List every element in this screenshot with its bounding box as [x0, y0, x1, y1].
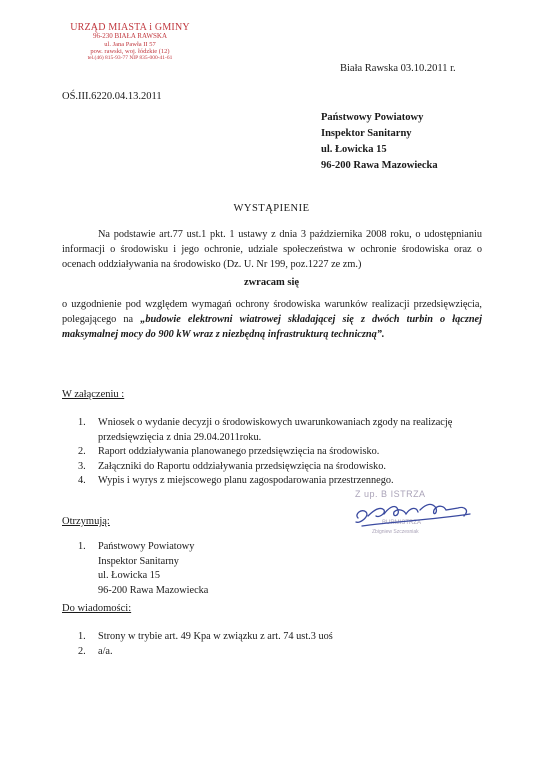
- legal-basis-paragraph: Na podstawie art.77 ust.1 pkt. 1 ustawy z dnia 3 października 2008 roku, o udostępnianiu informacji o środowisku i jego ochronie, udziale społeczeństwa w ochronie środowiska oraz o ocenach oddziaływania na środowisko (Dz. U. Nr 199, poz.1227 ze zm.): [62, 229, 482, 270]
- recipients-list: [78, 540, 483, 598]
- recipient-line: Państwowy Powiatowy: [321, 112, 424, 123]
- stamp-line: 96-230 BIAŁA RAWSKA: [92, 32, 168, 40]
- reference-number: OŚ.III.6220.04.13.2011: [62, 91, 162, 102]
- list-item: 1. Wniosek o wydanie decyzji o środowiskowych uwarunkowaniach zgody na realizację przedsięwzięcia z dnia 29.04.2011roku.: [78, 417, 453, 443]
- recipient-line: ul. Łowicka 15: [321, 144, 387, 155]
- signature-stamp-name: Zbigniew Szczesniak: [372, 529, 419, 535]
- attachments-heading: W załączeniu :: [62, 389, 125, 400]
- cc-heading: Do wiadomości:: [62, 603, 132, 614]
- signature-stamp-text: Z up. B ISTRZA: [355, 489, 426, 499]
- recipient-address: [321, 110, 438, 174]
- signature-stamp-title: BURMISTRZA: [382, 520, 421, 526]
- office-stamp: [60, 22, 200, 61]
- stamp-line: URZĄD MIASTA i GMINY: [70, 22, 190, 33]
- handwritten-signature: [340, 488, 490, 538]
- recipient-line: Inspektor Sanitarny: [321, 128, 412, 139]
- attachments-list: [78, 416, 483, 489]
- request-phrase: zwracam się: [243, 277, 300, 288]
- list-item: 2. Raport oddziaływania planowanego przedsięwzięcia na środowisko.: [78, 446, 380, 457]
- stamp-line: pow. rawski, woj. łódzkie (12): [90, 47, 170, 55]
- list-item: 1. Strony w trybie art. 49 Kpa w związku z art. 74 ust.3 uoś: [78, 631, 333, 642]
- stamp-line: ul. Jana Pawła II 57: [104, 40, 156, 48]
- stamp-line: tel.(46) 815-93-77 NIP 835-000-41-61: [87, 54, 173, 61]
- cc-list: [78, 630, 483, 659]
- list-item: 4. Wypis i wyrys z miejscowego planu zagospodarowania przestrzennego.: [78, 475, 394, 486]
- list-item: 3. Załączniki do Raportu oddziaływania przedsięwzięcia na środowisko.: [78, 460, 386, 472]
- document-title: WYSTĄPIENIE: [233, 203, 310, 214]
- list-item: 2. a/a.: [78, 645, 113, 657]
- list-item: 1. Państwowy Powiatowy Inspektor Sanitarny ul. Łowicka 15 96-200 Rawa Mazowiecka: [78, 541, 209, 596]
- request-paragraph: [62, 297, 482, 342]
- project-description: „budowie elektrowni wiatrowej składającej się z dwóch turbin o łącznej maksymalnej mocy do 900 kW wraz z niezbędną infrastrukturą techniczną”.: [62, 314, 482, 340]
- request-text: o uzgodnienie pod względem wymagań ochrony środowiska warunków realizacji przedsięwzięcia, polegającego na: [62, 299, 482, 325]
- recipients-heading: Otrzymują:: [62, 516, 110, 527]
- recipient-line: 96-200 Rawa Mazowiecka: [321, 160, 438, 171]
- document-date: Biała Rawska 03.10.2011 r.: [340, 63, 456, 74]
